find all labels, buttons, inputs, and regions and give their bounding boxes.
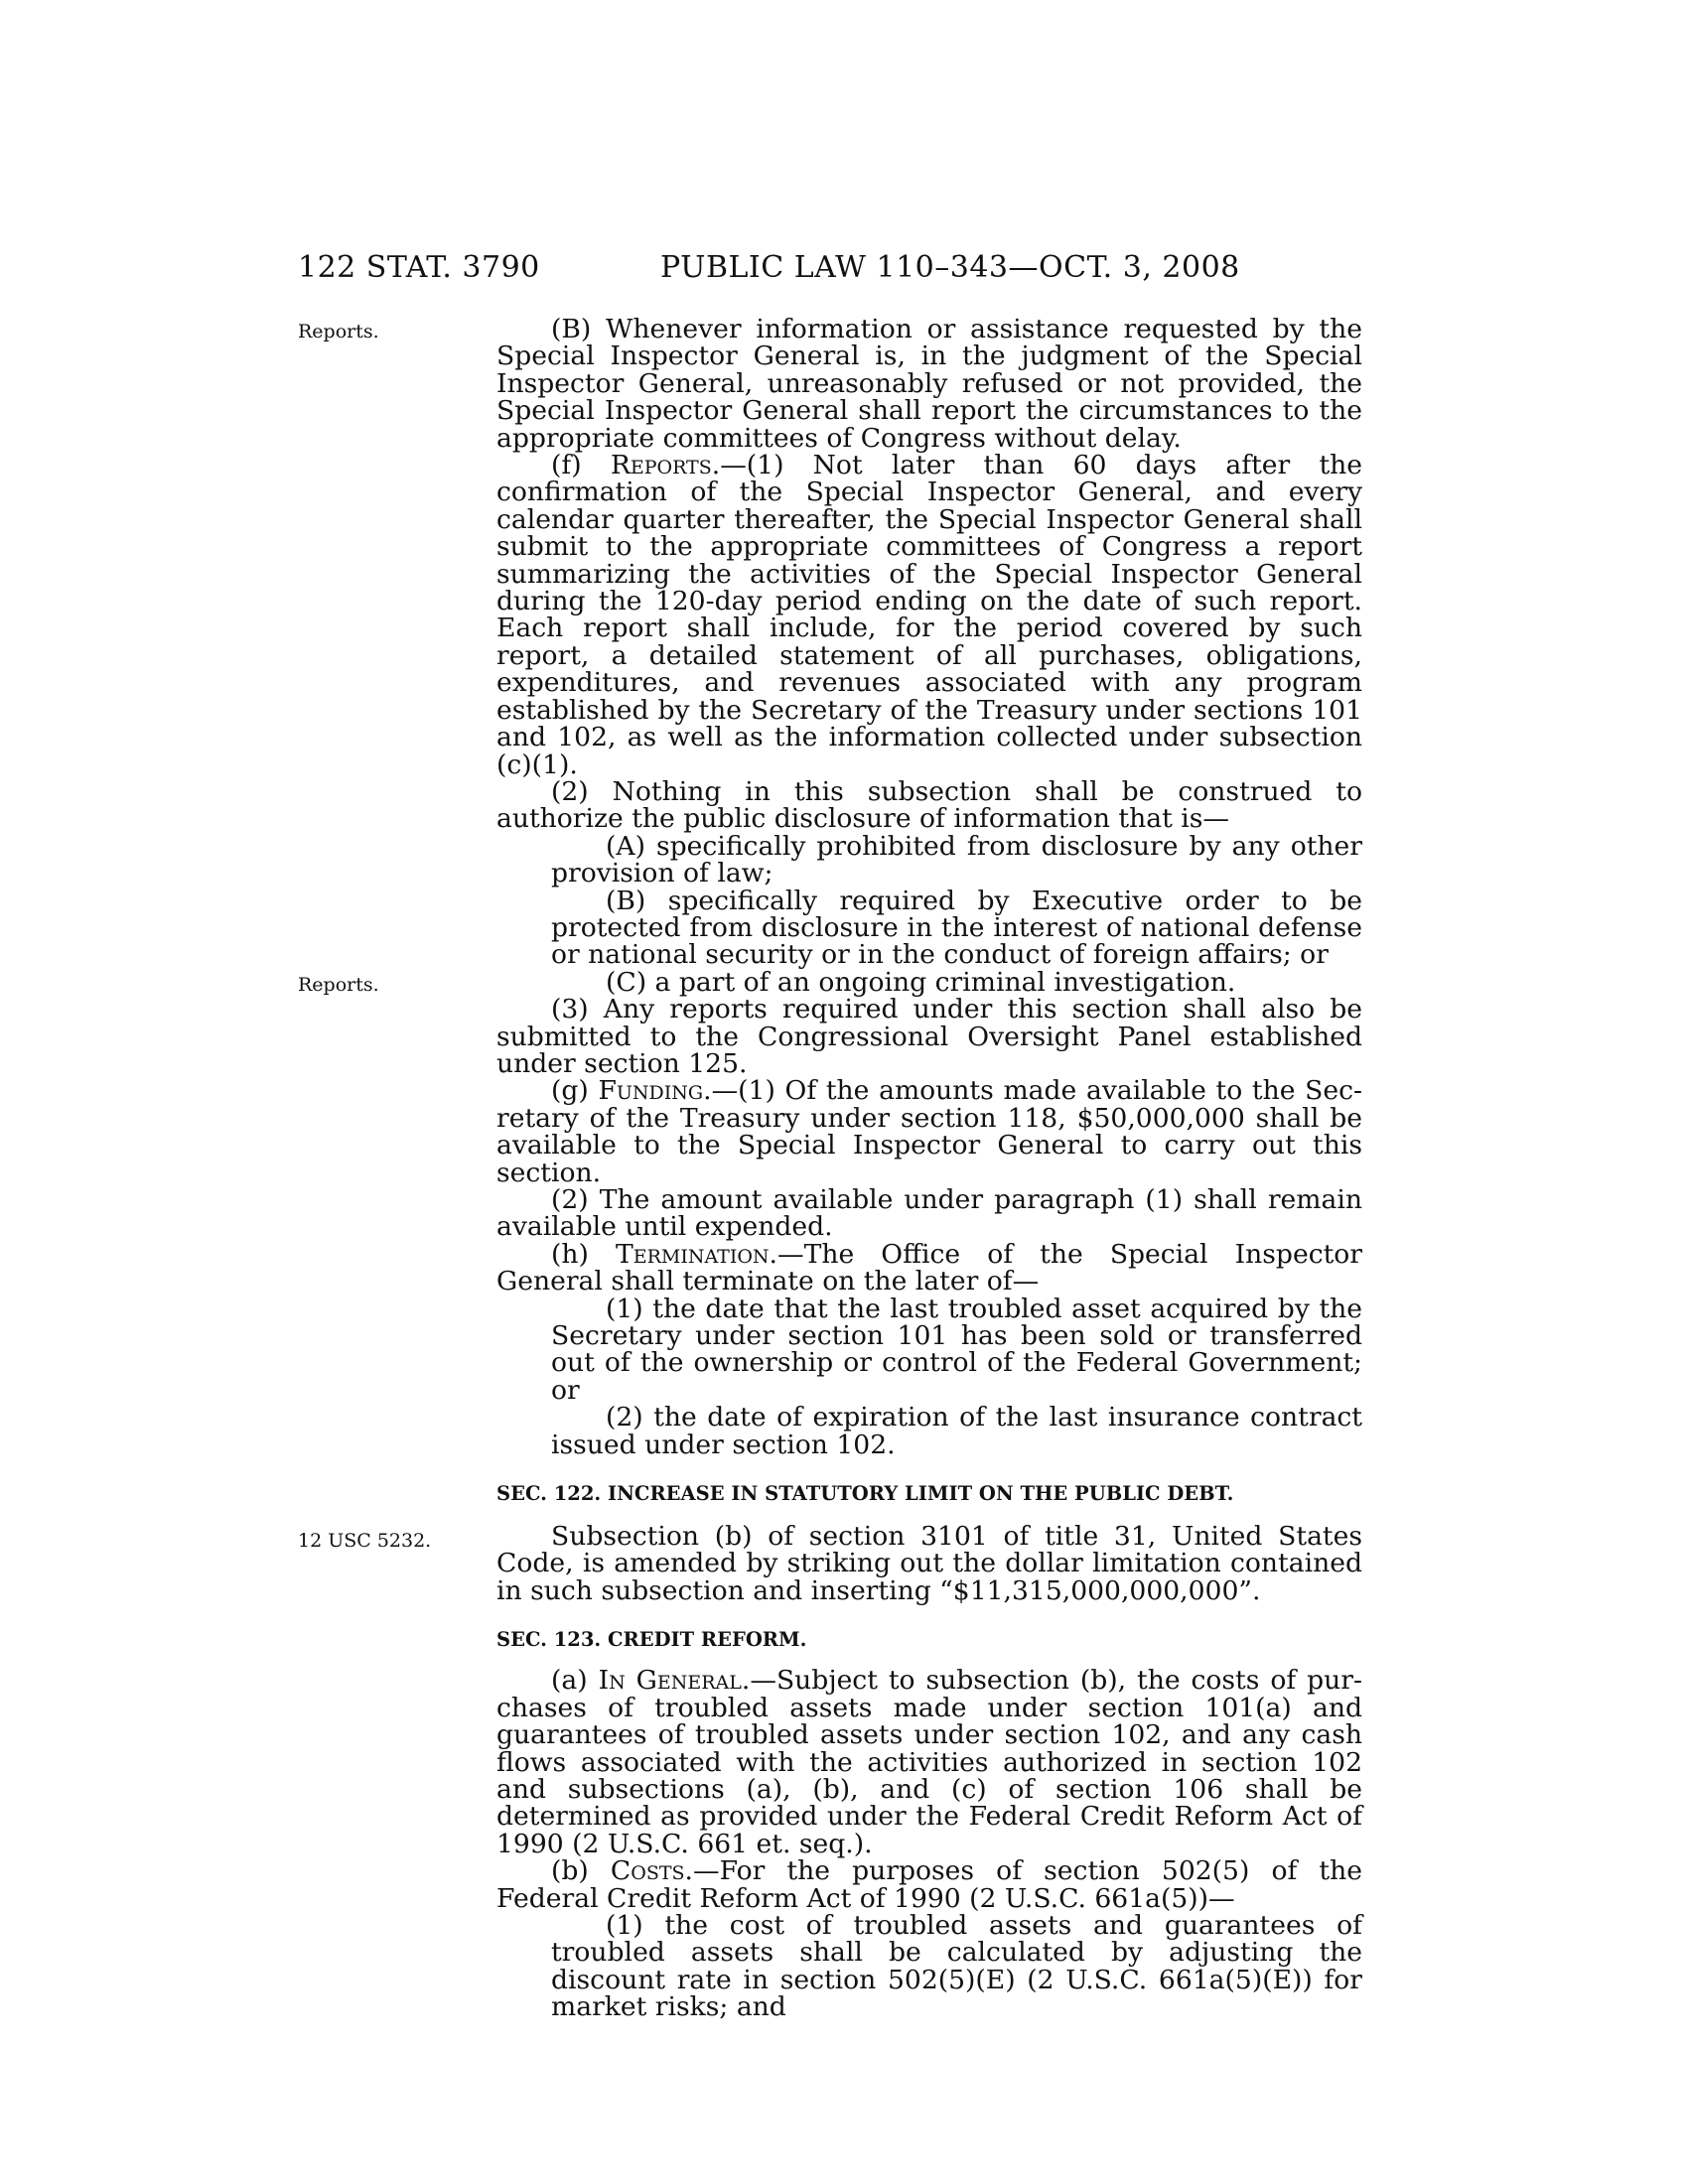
subsection-b-label: (b)	[551, 1855, 611, 1887]
subsection-f-text: .—(1) Not later than 60 days after the confirmation of the Special Inspector General, and every calendar quarter thereafter, the Special Inspector General shall submit to the appropriate committees of Congress a report summarizing the activities of the Special Inspector General during the 120-day period ending on the date of such report. Each report shall include, for the period covered by such report, a detailed statement of all purchases, obligations, expenditures, and revenues associated with any program established by the Secretary of the Treasury under sections 101 and 102, as well as the information collected under subsection (c)(1).	[496, 450, 1362, 780]
clause-f2-a: (A) specifically prohibited from disclosure by any other provision of law;	[551, 830, 1362, 889]
page-citation: 122 STAT. 3790	[298, 250, 540, 285]
subsection-b-costs	[496, 1857, 1362, 1912]
clause-f2-c: (C) a part of an ongoing criminal investigation.	[606, 966, 1236, 998]
section-122-heading: SEC. 122. INCREASE IN STATUTORY LIMIT ON THE PUBLIC DEBT.	[496, 1482, 1234, 1506]
subsection-g-text: .—(1) Of the amounts made available to the Secretary of the Treasury under section 118, $50,000,000 shall be available to the Special Inspector General to carry out this section.	[496, 1075, 1362, 1188]
margin-note-reports: Reports.	[298, 321, 379, 342]
subsection-a-label: (a)	[551, 1665, 599, 1697]
paragraph-h2: (2) the date of expiration of the last insurance contract issued under section 102.	[551, 1402, 1362, 1460]
subsection-b-heading: Costs	[610, 1855, 685, 1887]
subsection-a-heading: In General	[598, 1665, 742, 1697]
subsection-a-text: .—Subject to subsection (b), the costs of purchases of troubled assets made under section 101(a) and guarantees of troubled assets under section 102, and any cash flows associated with the activities authorized in section 102 and subsections (a), (b), and (c) of section 106 shall be determined as provided under the Federal Credit Reform Act of 1990 (2 U.S.C. 661 et. seq.).	[496, 1665, 1363, 1859]
paragraph-b1: (1) the cost of troubled assets and guarantees of troubled assets shall be calculated by adjusting the discount rate in section 502(5)(E) (2 U.S.C. 661a(5)(E)) for market risks; and	[551, 1909, 1362, 2023]
section-122-text: Subsection (b) of section 3101 of title 31, United States Code, is amended by striking out the dollar limitation contained in such subsection and inserting “$11,315,000,000,000”.	[496, 1521, 1362, 1606]
subsection-a-in-general	[496, 1667, 1362, 1857]
body-text	[496, 316, 1362, 2021]
margin-note-reports: Reports.	[298, 974, 379, 996]
subsection-h-label: (h)	[551, 1238, 616, 1270]
subsection-h-termination	[496, 1238, 1362, 1297]
margin-note-usc: 12 USC 5232.	[298, 1530, 432, 1552]
running-header: PUBLIC LAW 110–343—OCT. 3, 2008	[660, 250, 1240, 285]
paragraph-f2: (2) Nothing in this subsection shall be construed to authorize the public disclosure of information that is—	[496, 775, 1362, 835]
paragraph-g2: (2) The amount available under paragraph (1) shall remain available until expended.	[496, 1184, 1362, 1243]
subsection-h-text: .—The Office of the Special Inspector General shall terminate on the later of—	[496, 1238, 1362, 1297]
subsection-g-label: (g)	[551, 1075, 599, 1107]
subsection-b-text: .—For the purposes of section 502(5) of the Federal Credit Reform Act of 1990 (2 U.S.C. 661a(5))—	[496, 1855, 1362, 1914]
paragraph-f3: (3) Any reports required under this section shall also be submitted to the Congressional Oversight Panel established under section 125.	[496, 994, 1362, 1079]
subsection-f-label: (f)	[551, 450, 611, 481]
subsection-f-reports	[496, 452, 1362, 778]
paragraph-e2-b: (B) Whenever information or assistance requested by the Special Inspector General is, in the judgment of the Special Inspector General, unreasonably refused or not provided, the Special Inspector General shall report the circumstances to the appropriate committees of Congress without delay.	[496, 314, 1362, 454]
paragraph-h1: (1) the date that the last troubled asset acquired by the Secretary under section 101 has been sold or transferred out of the ownership or control of the Federal Government; or	[551, 1293, 1362, 1406]
subsection-h-heading: Termination	[615, 1238, 770, 1270]
subsection-f-heading: Reports	[610, 450, 712, 481]
clause-f2-b: (B) specifically required by Executive order to be protected from disclosure in the interest of national defense or national security or in the conduct of foreign affairs; or	[551, 885, 1362, 971]
subsection-g-funding	[496, 1077, 1362, 1186]
section-123-heading: SEC. 123. CREDIT REFORM.	[496, 1628, 807, 1652]
subsection-g-heading: Funding	[598, 1075, 704, 1107]
